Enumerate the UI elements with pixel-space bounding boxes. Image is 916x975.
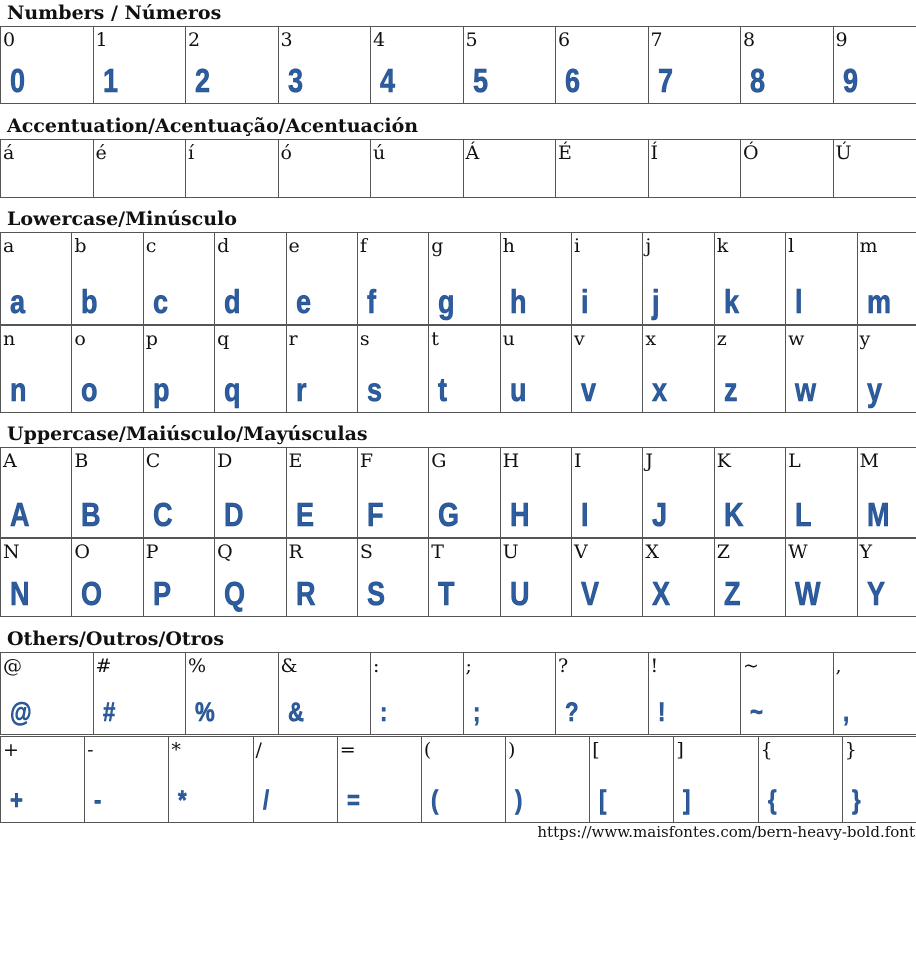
glyph-label: h [502, 235, 515, 257]
glyph-label: ~ [743, 655, 759, 677]
glyph-label: & [280, 655, 298, 677]
glyph-label: 0 [3, 29, 16, 51]
glyph-cell [572, 326, 643, 413]
glyph-cell [500, 326, 571, 413]
glyph-label: q [217, 328, 230, 350]
glyph-label: : [373, 655, 380, 677]
glyph-sample: O [81, 575, 102, 612]
glyph-label: y [859, 328, 871, 350]
glyph-sample: X [652, 575, 670, 612]
glyph-sample: : [380, 697, 387, 727]
glyph-row [1, 539, 916, 617]
glyph-label: ! [650, 655, 659, 677]
glyph-sample: H [509, 496, 529, 533]
glyph-label: 5 [465, 29, 478, 51]
glyph-sample: u [509, 371, 526, 408]
glyph-cell [506, 737, 590, 823]
glyph-cell [741, 27, 834, 104]
glyph-sample: h [509, 283, 526, 320]
glyph-label: o [74, 328, 86, 350]
glyph-cell [357, 539, 428, 617]
glyph-sample: g [438, 283, 454, 320]
glyph-row [1, 448, 916, 538]
glyph-label: Q [217, 541, 233, 563]
glyph-cell [500, 233, 571, 325]
glyph-row [1, 737, 916, 823]
glyph-sample: / [262, 785, 268, 815]
lowercase-grid-row-1 [0, 232, 916, 325]
glyph-cell [429, 539, 500, 617]
glyph-label: A [3, 450, 17, 472]
glyph-cell [186, 27, 279, 104]
glyph-cell [500, 539, 571, 617]
glyph-label: + [3, 739, 19, 761]
glyph-cell [590, 737, 674, 823]
glyph-cell [357, 233, 428, 325]
glyph-cell [643, 539, 714, 617]
glyph-sample: b [81, 283, 98, 320]
glyph-sample: p [152, 371, 169, 408]
glyph-label: t [431, 328, 439, 350]
glyph-cell [833, 653, 916, 735]
glyph-cell [429, 233, 500, 325]
glyph-label: } [844, 739, 857, 761]
glyph-sample: V [581, 575, 599, 612]
glyph-sample: * [178, 785, 187, 815]
glyph-label: P [145, 541, 159, 563]
glyph-label: w [788, 328, 805, 350]
glyph-sample: s [366, 371, 382, 408]
glyph-cell [556, 140, 649, 198]
glyph-sample: d [224, 283, 240, 320]
glyph-cell [357, 448, 428, 538]
glyph-label: 1 [95, 29, 108, 51]
glyph-cell [786, 539, 857, 617]
glyph-sample: 0 [10, 62, 25, 99]
glyph-cell [648, 140, 741, 198]
glyph-label: l [788, 235, 795, 257]
glyph-sample: Y [866, 575, 884, 612]
glyph-sample: J [652, 496, 667, 533]
glyph-label: V [574, 541, 588, 563]
glyph-label: F [359, 450, 374, 472]
glyph-label: Á [465, 142, 480, 164]
glyph-cell [741, 653, 834, 735]
glyph-cell [556, 653, 649, 735]
glyph-sample: i [581, 283, 588, 320]
glyph-cell [371, 140, 464, 198]
glyph-label: J [645, 450, 653, 472]
glyph-label: K [716, 450, 731, 472]
glyph-label: 7 [650, 29, 663, 51]
glyph-cell [463, 653, 556, 735]
glyph-cell [286, 539, 357, 617]
glyph-label: [ [592, 739, 600, 761]
glyph-sample: P [152, 575, 170, 612]
glyph-label: x [645, 328, 657, 350]
others-heading: Others/Outros/Otros [7, 628, 225, 650]
glyph-cell [93, 27, 186, 104]
glyph-label: z [716, 328, 727, 350]
glyph-cell [371, 653, 464, 735]
glyph-sample: 3 [287, 62, 302, 99]
glyph-label: D [217, 450, 233, 472]
glyph-sample: 8 [750, 62, 765, 99]
uppercase-heading: Uppercase/Maiúsculo/Mayúsculas [7, 423, 368, 445]
glyph-label: E [288, 450, 303, 472]
glyph-label: m [859, 235, 878, 257]
glyph-sample: ~ [750, 697, 763, 727]
glyph-cell [421, 737, 505, 823]
glyph-sample: ] [683, 785, 690, 815]
glyph-label: u [502, 328, 515, 350]
glyph-cell [143, 539, 214, 617]
glyph-cell [72, 233, 143, 325]
glyph-label: Z [716, 541, 730, 563]
glyph-cell [278, 653, 371, 735]
glyph-sample: c [152, 283, 167, 320]
glyph-cell [186, 140, 279, 198]
glyph-cell [857, 233, 916, 325]
glyph-cell [286, 448, 357, 538]
glyph-label: { [760, 739, 773, 761]
lowercase-heading: Lowercase/Minúsculo [7, 208, 237, 230]
glyph-row [1, 326, 916, 413]
glyph-sample: [ [599, 785, 606, 815]
glyph-cell [1, 140, 94, 198]
uppercase-grid-row-2 [0, 538, 916, 617]
glyph-label: ) [508, 739, 516, 761]
glyph-sample: q [224, 371, 240, 408]
others-grid-row-1 [0, 652, 916, 735]
glyph-sample: l [795, 283, 802, 320]
accents-grid [0, 139, 916, 198]
glyph-label: W [788, 541, 808, 563]
glyph-sample: j [652, 283, 660, 320]
glyph-label: g [431, 235, 444, 257]
glyph-cell [833, 27, 916, 104]
glyph-cell [786, 448, 857, 538]
glyph-cell [1, 448, 72, 538]
glyph-sample: m [866, 283, 890, 320]
glyph-sample: D [224, 496, 243, 533]
glyph-cell [143, 326, 214, 413]
glyph-sample: S [366, 575, 385, 612]
numbers-grid [0, 26, 916, 104]
glyph-sample: @ [10, 697, 31, 727]
glyph-cell [572, 233, 643, 325]
glyph-sample: ( [430, 785, 438, 815]
glyph-sample: A [10, 496, 29, 533]
glyph-cell [758, 737, 842, 823]
glyph-label: N [3, 541, 20, 563]
glyph-cell [833, 140, 916, 198]
glyph-sample: R [295, 575, 315, 612]
lowercase-grid-row-2 [0, 325, 916, 413]
glyph-label: Y [859, 541, 873, 563]
glyph-row [1, 140, 916, 198]
glyph-cell [72, 539, 143, 617]
glyph-label: v [574, 328, 585, 350]
glyph-cell [1, 653, 94, 735]
glyph-cell [429, 326, 500, 413]
glyph-sample: M [866, 496, 889, 533]
glyph-cell [286, 233, 357, 325]
glyph-label: e [288, 235, 300, 257]
glyph-label: b [74, 235, 87, 257]
glyph-label: H [502, 450, 520, 472]
glyph-sample: 1 [102, 62, 117, 99]
glyph-row [1, 233, 916, 325]
glyph-sample: , [842, 697, 848, 727]
glyph-sample: 5 [472, 62, 487, 99]
glyph-cell [648, 27, 741, 104]
glyph-cell [1, 539, 72, 617]
glyph-cell [1, 27, 94, 104]
glyph-cell [643, 233, 714, 325]
glyph-cell [278, 140, 371, 198]
glyph-sample: f [366, 283, 376, 320]
glyph-sample: I [581, 496, 588, 533]
glyph-cell [93, 653, 186, 735]
glyph-label: n [3, 328, 16, 350]
glyph-label: 2 [188, 29, 201, 51]
glyph-sample: B [81, 496, 101, 533]
glyph-cell [357, 326, 428, 413]
glyph-sample: 2 [195, 62, 210, 99]
glyph-label: ó [280, 142, 292, 164]
glyph-cell [786, 233, 857, 325]
glyph-cell [143, 233, 214, 325]
glyph-label: I [574, 450, 582, 472]
glyph-sample: # [102, 697, 115, 727]
glyph-sample: - [94, 785, 101, 815]
glyph-cell [572, 448, 643, 538]
glyph-label: M [859, 450, 879, 472]
glyph-sample: z [723, 371, 737, 408]
glyph-sample: } [851, 785, 860, 815]
glyph-label: - [87, 739, 94, 761]
glyph-label: U [502, 541, 519, 563]
glyph-label: d [217, 235, 230, 257]
glyph-label: Ó [743, 142, 759, 164]
glyph-cell [556, 27, 649, 104]
glyph-label: É [558, 142, 572, 164]
glyph-label: r [288, 328, 298, 350]
glyph-label: a [3, 235, 15, 257]
glyph-label: B [74, 450, 89, 472]
glyph-cell [463, 140, 556, 198]
glyph-cell [215, 539, 286, 617]
glyph-cell [215, 233, 286, 325]
glyph-cell [72, 448, 143, 538]
glyph-label: S [359, 541, 373, 563]
glyph-label: X [645, 541, 659, 563]
glyph-row [1, 653, 916, 735]
glyph-cell [169, 737, 253, 823]
glyph-label: G [431, 450, 447, 472]
glyph-label: C [145, 450, 161, 472]
glyph-label: , [835, 655, 842, 677]
glyph-sample: % [195, 697, 214, 727]
glyph-sample: n [10, 371, 26, 408]
glyph-label: ; [465, 655, 472, 677]
glyph-cell [1, 233, 72, 325]
accents-heading: Accentuation/Acentuação/Acentuación [7, 115, 419, 137]
glyph-sample: v [581, 371, 596, 408]
glyph-cell [186, 653, 279, 735]
glyph-label: T [431, 541, 444, 563]
glyph-label: í [188, 142, 195, 164]
glyph-sample: T [438, 575, 454, 612]
glyph-sample: L [795, 496, 811, 533]
glyph-sample: a [10, 283, 25, 320]
glyph-sample: Z [723, 575, 740, 612]
glyph-cell [857, 326, 916, 413]
uppercase-grid-row-1 [0, 447, 916, 538]
others-grid-row-2 [0, 736, 916, 823]
glyph-cell [714, 539, 785, 617]
glyph-label: # [95, 655, 112, 677]
glyph-cell [741, 140, 834, 198]
glyph-sample: W [795, 575, 820, 612]
glyph-sample: { [767, 785, 776, 815]
glyph-cell [286, 326, 357, 413]
glyph-label: Ú [835, 142, 852, 164]
glyph-cell [143, 448, 214, 538]
glyph-cell [278, 27, 371, 104]
glyph-sample: r [295, 371, 306, 408]
glyph-label: % [188, 655, 207, 677]
glyph-cell [85, 737, 169, 823]
glyph-label: 6 [558, 29, 571, 51]
glyph-label: i [574, 235, 581, 257]
glyph-sample: ! [657, 697, 665, 727]
glyph-cell [337, 737, 421, 823]
glyph-sample: Q [224, 575, 245, 612]
glyph-cell [1, 737, 85, 823]
numbers-heading: Numbers / Números [7, 2, 222, 24]
glyph-sample: U [509, 575, 529, 612]
glyph-cell [842, 737, 916, 823]
glyph-row [1, 27, 916, 104]
glyph-label: ( [423, 739, 432, 761]
glyph-sample: & [287, 697, 303, 727]
glyph-sample: ? [565, 697, 578, 727]
source-url[interactable]: https://www.maisfontes.com/bern-heavy-bold.font [537, 823, 915, 841]
glyph-sample: F [366, 496, 383, 533]
glyph-cell [253, 737, 337, 823]
glyph-label: Í [650, 142, 659, 164]
glyph-cell [215, 448, 286, 538]
glyph-sample: o [81, 371, 98, 408]
glyph-cell [1, 326, 72, 413]
glyph-label: s [359, 328, 370, 350]
glyph-sample: ; [472, 697, 480, 727]
glyph-cell [72, 326, 143, 413]
glyph-sample: + [10, 785, 23, 815]
glyph-label: 3 [280, 29, 293, 51]
glyph-sample: = [346, 785, 359, 815]
glyph-label: 4 [373, 29, 386, 51]
glyph-cell [714, 326, 785, 413]
glyph-sample: y [866, 371, 881, 408]
glyph-cell [371, 27, 464, 104]
glyph-cell [643, 448, 714, 538]
glyph-label: 9 [835, 29, 848, 51]
glyph-cell [714, 448, 785, 538]
glyph-label: ú [373, 142, 386, 164]
glyph-label: ] [676, 739, 684, 761]
glyph-cell [429, 448, 500, 538]
glyph-cell [215, 326, 286, 413]
glyph-sample: E [295, 496, 313, 533]
glyph-sample: e [295, 283, 310, 320]
glyph-label: 8 [743, 29, 756, 51]
glyph-cell [857, 539, 916, 617]
glyph-label: á [3, 142, 15, 164]
glyph-sample: K [723, 496, 743, 533]
glyph-sample: 4 [380, 62, 395, 99]
glyph-cell [714, 233, 785, 325]
glyph-sample: C [152, 496, 172, 533]
glyph-label: f [359, 235, 367, 257]
glyph-sample: ) [515, 785, 522, 815]
glyph-label: c [145, 235, 157, 257]
glyph-label: / [255, 739, 262, 761]
glyph-sample: 7 [657, 62, 672, 99]
glyph-label: @ [3, 655, 22, 677]
glyph-sample: w [795, 371, 816, 408]
glyph-cell [572, 539, 643, 617]
glyph-label: O [74, 541, 90, 563]
glyph-cell [463, 27, 556, 104]
glyph-cell [674, 737, 758, 823]
glyph-sample: 6 [565, 62, 580, 99]
glyph-sample: N [10, 575, 29, 612]
glyph-sample: G [438, 496, 459, 533]
glyph-label: R [288, 541, 303, 563]
glyph-sample: x [652, 371, 667, 408]
glyph-sample: t [438, 371, 447, 408]
glyph-label: = [339, 739, 356, 761]
glyph-cell [857, 448, 916, 538]
glyph-label: p [145, 328, 158, 350]
glyph-cell [786, 326, 857, 413]
glyph-label: ? [558, 655, 569, 677]
glyph-sample: k [723, 283, 738, 320]
glyph-sample: 9 [842, 62, 857, 99]
glyph-cell [648, 653, 741, 735]
glyph-cell [500, 448, 571, 538]
glyph-label: k [716, 235, 729, 257]
glyph-cell [643, 326, 714, 413]
glyph-label: * [171, 739, 181, 761]
glyph-cell [93, 140, 186, 198]
glyph-label: é [95, 142, 107, 164]
glyph-label: L [788, 450, 801, 472]
glyph-label: j [645, 235, 652, 257]
